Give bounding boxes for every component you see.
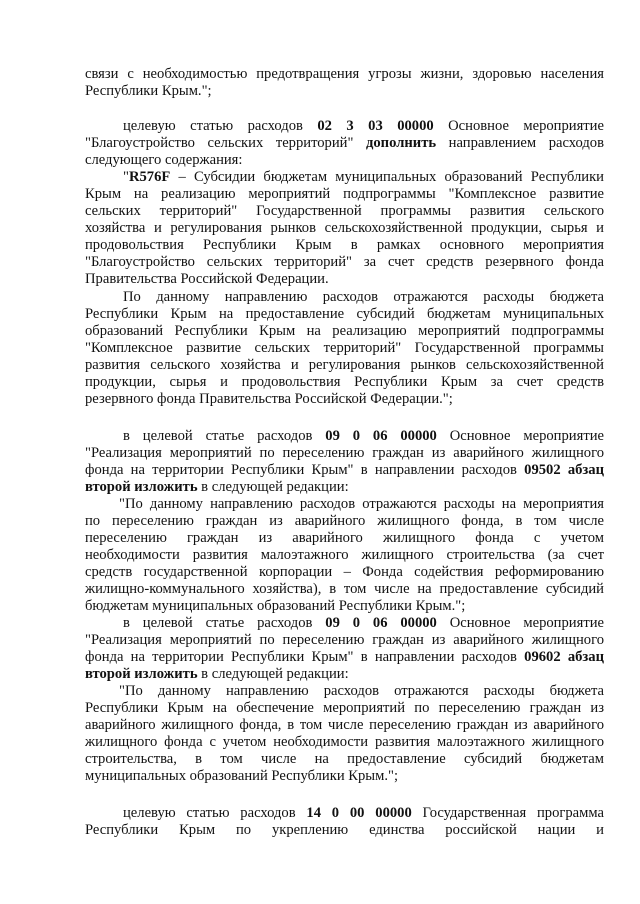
text-line: муниципальных образований Республики Крым."; (85, 768, 399, 784)
paragraph-6 (85, 496, 604, 615)
paragraph-2 (85, 118, 604, 169)
text-line: "Реализация мероприятий по переселению граждан из аварийного жилищного (85, 445, 604, 461)
text-line: По данному направлению расходов отражаются расходы бюджета (123, 289, 604, 305)
text-line: необходимости развития малоэтажного жилищного строительства (за счет (85, 547, 604, 563)
text-line: жилищно-коммунального хозяйства), в том числе на предоставление субсидий (85, 581, 604, 597)
budget-code: 02 3 03 00000 (317, 118, 434, 134)
budget-code: 14 0 00 00000 (306, 805, 412, 821)
text-line: "Комплексное развитие сельских территорий" Государственной программы (85, 340, 604, 356)
budget-code: 09 0 06 00000 (325, 615, 437, 631)
budget-code: R576F (128, 169, 171, 185)
text-line: резервного фонда Правительства Российской Федерации."; (85, 391, 453, 407)
text-line: целевую статью расходов 14 0 00 00000 Государственная программа (123, 805, 604, 821)
text-line: второй изложить в следующей редакции: (85, 666, 349, 682)
text-line: продовольствия Республики Крым в рамках основного мероприятия (85, 237, 604, 253)
text-line: продукции, сырья и продовольствия Республики Крым за счет средств (85, 374, 604, 390)
text-line: Республики Крым по укреплению единства российской нации и (85, 822, 604, 838)
text-line: "Реализация мероприятий по переселению граждан из аварийного жилищного (85, 632, 604, 648)
budget-code: 09 0 06 00000 (325, 428, 437, 444)
text-line: Республики Крым на обеспечение мероприятий по переселению граждан из (85, 700, 604, 716)
text-line: средств государственной корпорации – Фонда содействия реформированию (85, 564, 604, 580)
paragraph-1 (85, 66, 604, 100)
paragraph-8 (85, 683, 604, 785)
text-line: "По данному направлению расходов отражаются расходы на мероприятия (119, 496, 604, 512)
text-line: Республики Крым на предоставление субсидий бюджетам муниципальных (85, 306, 604, 322)
paragraph-3 (85, 169, 604, 288)
text-line: следующего содержания: (85, 152, 243, 168)
text-line: аварийного жилищного фонда, в том числе переселению граждан из аварийного (85, 717, 604, 733)
text-line: по переселению граждан из аварийного жилищного фонда, в том числе (85, 513, 604, 529)
text-line: в целевой статье расходов 09 0 06 00000 Основное мероприятие (123, 428, 604, 444)
text-line: сельских территорий" Государственной программы развития сельского (85, 203, 604, 219)
text-line: в целевой статье расходов 09 0 06 00000 Основное мероприятие (123, 615, 604, 631)
text-line: строительства, в том числе на предоставление субсидий бюджетам (85, 751, 604, 767)
text-line: переселению граждан из аварийного жилищного фонда с учетом (85, 530, 604, 546)
text-line: Правительства Российской Федерации. (85, 271, 329, 287)
text-line: хозяйства и регулирования рынков сельскохозяйственной продукции, сырья и (85, 220, 604, 236)
text-line: "R576F – Субсидии бюджетам муниципальных образований Республики (123, 169, 604, 185)
text-line: связи с необходимостью предотвращения угрозы жизни, здоровью населения (85, 66, 604, 82)
text-line: развития сельского хозяйства и регулирования рынков сельскохозяйственной (85, 357, 604, 373)
text-line: Республики Крым."; (85, 83, 212, 99)
paragraph-7 (85, 615, 604, 683)
text-line: фонда на территории Республики Крым" в направлении расходов 09502 абзац (85, 462, 605, 478)
text-line: фонда на территории Республики Крым" в направлении расходов 09602 абзац (85, 649, 605, 665)
text-line: жилищного фонда с учетом необходимости развития малоэтажного жилищного (85, 734, 604, 750)
text-line: Крым на реализацию мероприятий подпрограммы "Комплексное развитие (85, 186, 604, 202)
text-line: "Благоустройство сельских территорий" за счет средств резервного фонда (85, 254, 604, 270)
text-line: "Благоустройство сельских территорий" дополнить направлением расходов (85, 135, 604, 151)
text-line: второй изложить в следующей редакции: (85, 479, 349, 495)
text-line: целевую статью расходов 02 3 03 00000 Основное мероприятие (123, 118, 604, 134)
paragraph-4 (85, 289, 604, 408)
paragraph-9 (85, 805, 604, 839)
text-line: бюджетам муниципальных образований Республики Крым."; (85, 598, 466, 614)
text-line: "По данному направлению расходов отражаются расходы бюджета (119, 683, 604, 699)
text-line: образований Республики Крым на реализацию мероприятий подпрограммы (85, 323, 604, 339)
paragraph-5 (85, 428, 604, 496)
